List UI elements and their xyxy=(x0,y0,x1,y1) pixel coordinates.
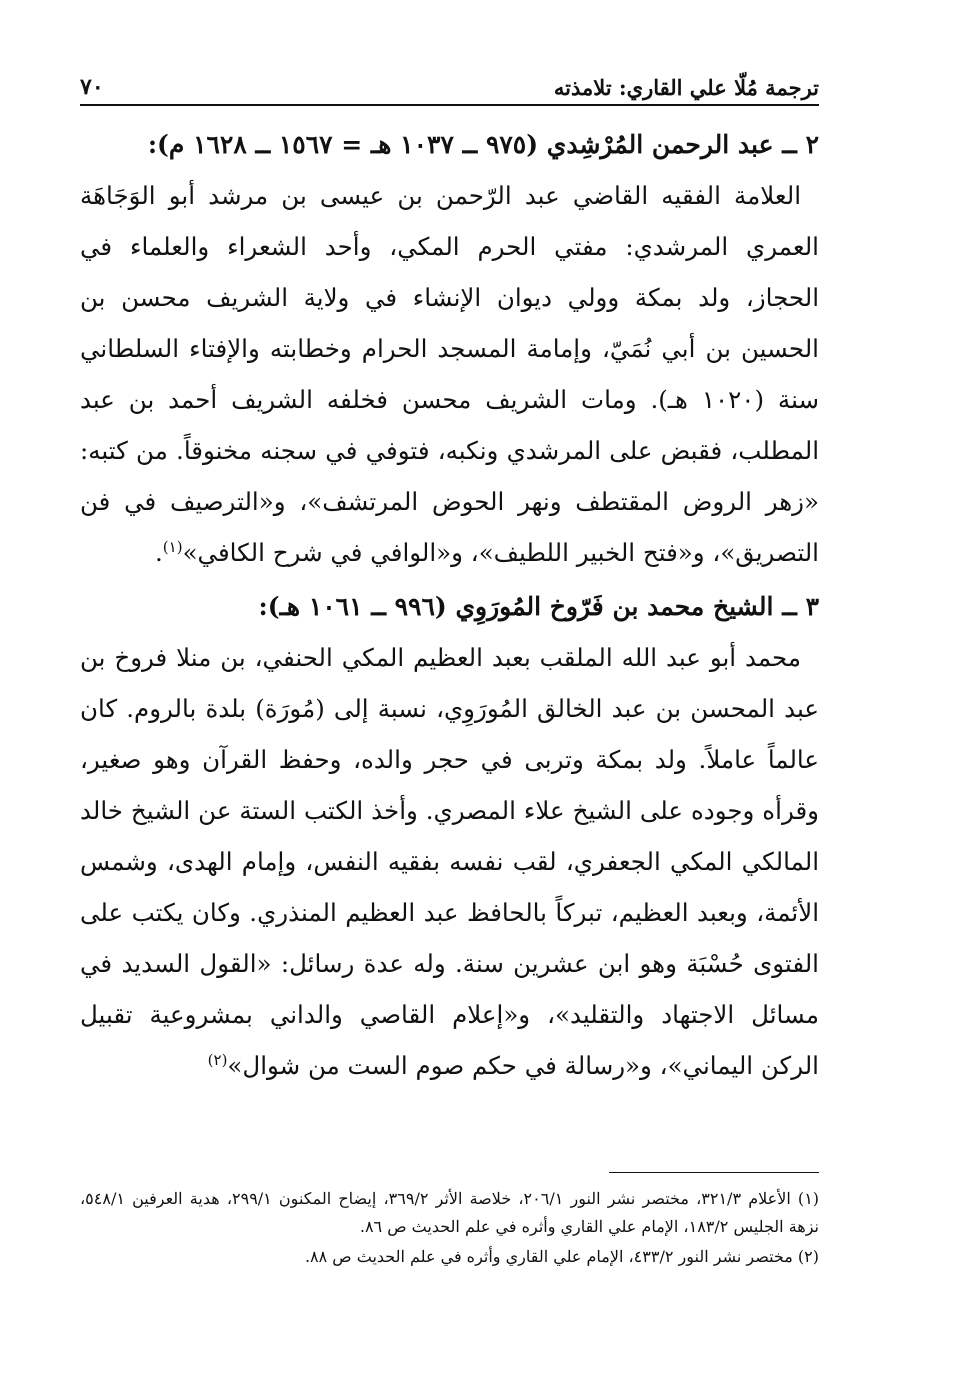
running-header xyxy=(80,62,819,106)
entry-text-murawi: محمد أبو عبد الله الملقب بعبد العظيم المكي الحنفي، بن منلا فروخ بن عبد المحسن بن عبد الخالق المُورَوِي، نسبة إلى (مُورَة) بلدة بالروم. كان عالماً عاملاً. ولد بمكة وتربى في حجر والده، وحفظ القرآن وهو صغير، وقرأه وجوده على الشيخ علاء المصري. وأخذ الكتب الستة عن الشيخ خالد المالكي المكي الجعفري، لقب نفسه بفقيه النفس، وإمام الهدى، وشمس الأئمة، وبعبد العظيم، تبركاً بالحافظ عبد العظيم المنذري. وكان يكتب على الفتوى حُسْبَة وهو ابن عشرين سنة. وله عدة رسائل: «القول السديد في مسائل الاجتهاد والتقليد»، و«إعلام القاصي والداني بمشروعية تقبيل الركن اليماني»، و«رسالة في حكم صوم الست من شوال» xyxy=(80,643,819,1080)
entry-heading-murawi: ٣ ــ الشيخ محمد بن فَرّوخ المُورَوِي (٩٩٦ ــ ١٠٦١ هـ): xyxy=(258,592,819,621)
running-title: ترجمة مُلّا علي القاري: تلامذته xyxy=(553,75,819,100)
entry-text-murshidi: العلامة الفقيه القاضي عبد الرّحمن بن عيسى بن مرشد أبو الوَجَاهَة العمري المرشدي: مفتي الحرم المكي، وأحد الشعراء والعلماء في الحجاز، ولد بمكة وولي ديوان الإنشاء في ولاية الشريف محسن بن الحسين بن أبي نُمَيّ، وإمامة المسجد الحرام وخطابته والإفتاء السلطاني سنة (١٠٢٠ هـ). ومات الشريف محسن فخلفه الشريف أحمد بن عبد المطلب، فقبض على المرشدي ونكبه، فتوفي في سجنه مخنوقاً. من كتبه: «زهر الروض المقتطف ونهر الحوض المرتشف»، و«الترصيف في فن التصريق»، و«فتح الخبير اللطيف»، و«الوافي في شرح الكافي» xyxy=(80,181,819,567)
footnote-1: (١) الأعلام ٣٢١/٣، مختصر نشر النور ٢٠٦/١، خلاصة الأثر ٣٦٩/٢، إيضاح المكنون ٢٩٩/١، هدية العرفين ٥٤٨/١، نزهة الجليس ١٨٣/٢، الإمام علي القاري وأثره في علم الحديث ص ٨٦. xyxy=(80,1189,820,1236)
entry-body-murawi xyxy=(80,632,819,1091)
entry-body-murshidi xyxy=(80,170,819,578)
footnote-ref-2: (٢) xyxy=(207,1050,228,1069)
footnotes xyxy=(80,1185,819,1273)
footnote-2: (٢) مختصر نشر النور ٤٣٣/٢، الإمام علي القاري وأثره في علم الحديث ص ٨٨. xyxy=(304,1247,819,1266)
footnote-ref-1: (١) xyxy=(162,537,183,556)
page-number: ٧٠ xyxy=(80,74,104,100)
main-text xyxy=(80,120,819,1091)
entry-end-murshidi: . xyxy=(154,538,163,567)
footnote-separator xyxy=(609,1172,819,1173)
entry-heading-murshidi: ٢ ــ عبد الرحمن المُرْشِدي (٩٧٥ ــ ١٠٣٧ هـ = ١٥٦٧ ــ ١٦٢٨ م): xyxy=(147,130,819,159)
